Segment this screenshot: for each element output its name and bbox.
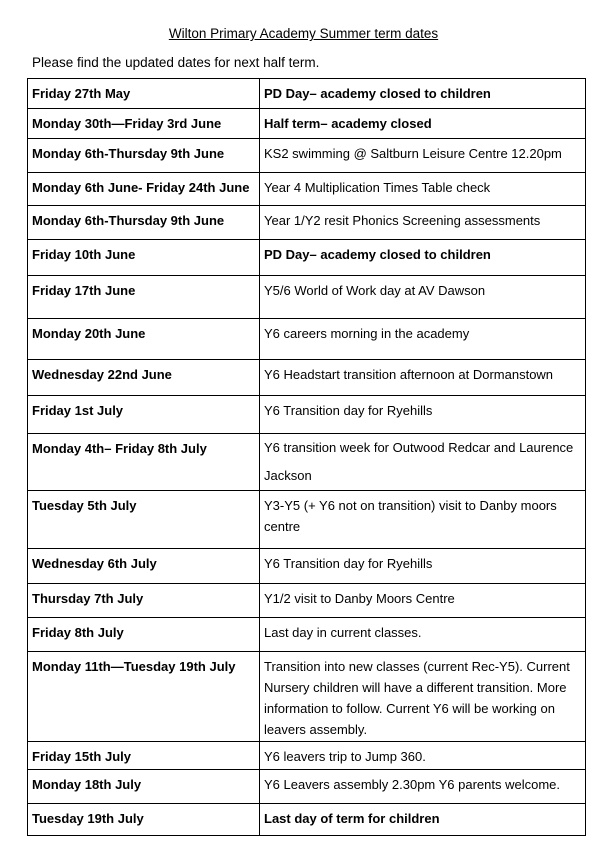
event-cell: Y6 Transition day for Ryehills bbox=[260, 396, 586, 434]
event-cell: Y6 transition week for Outwood Redcar and Laurence Jackson bbox=[260, 434, 586, 491]
table-row bbox=[28, 434, 586, 491]
event-cell: Y1/2 visit to Danby Moors Centre bbox=[260, 584, 586, 618]
event-cell: KS2 swimming @ Saltburn Leisure Centre 12.20pm bbox=[260, 139, 586, 173]
date-cell: Thursday 7th July bbox=[28, 584, 260, 618]
date-cell: Friday 15th July bbox=[28, 742, 260, 770]
table-row bbox=[28, 206, 586, 240]
event-cell: Y3-Y5 (+ Y6 not on transition) visit to Danby moors centre bbox=[260, 491, 586, 549]
date-cell: Monday 6th-Thursday 9th June bbox=[28, 206, 260, 240]
table-row bbox=[28, 584, 586, 618]
table-row bbox=[28, 770, 586, 804]
date-cell: Wednesday 22nd June bbox=[28, 360, 260, 396]
term-dates-table bbox=[27, 78, 586, 836]
date-cell: Monday 6th-Thursday 9th June bbox=[28, 139, 260, 173]
event-cell: Y6 careers morning in the academy bbox=[260, 319, 586, 360]
event-cell: Y6 Leavers assembly 2.30pm Y6 parents welcome. bbox=[260, 770, 586, 804]
event-cell: Y6 Transition day for Ryehills bbox=[260, 549, 586, 584]
table-row bbox=[28, 173, 586, 206]
table-row bbox=[28, 79, 586, 109]
table-row bbox=[28, 360, 586, 396]
table-row bbox=[28, 240, 586, 276]
table-row bbox=[28, 742, 586, 770]
date-cell: Friday 8th July bbox=[28, 618, 260, 652]
table-row bbox=[28, 319, 586, 360]
table-row bbox=[28, 804, 586, 836]
date-cell: Friday 27th May bbox=[28, 79, 260, 109]
event-cell: Y5/6 World of Work day at AV Dawson bbox=[260, 276, 586, 319]
date-cell: Monday 4th– Friday 8th July bbox=[28, 434, 260, 491]
table-row bbox=[28, 396, 586, 434]
table-row bbox=[28, 549, 586, 584]
event-cell: Y6 leavers trip to Jump 360. bbox=[260, 742, 586, 770]
event-cell: Transition into new classes (current Rec-Y5). Current Nursery children will have a different transition. More information to follow. Current Y6 will be working on leavers assembly. bbox=[260, 652, 586, 742]
date-cell: Friday 17th June bbox=[28, 276, 260, 319]
table-row bbox=[28, 618, 586, 652]
date-cell: Tuesday 19th July bbox=[28, 804, 260, 836]
event-cell: PD Day– academy closed to children bbox=[260, 79, 586, 109]
date-cell: Friday 10th June bbox=[28, 240, 260, 276]
date-cell: Monday 11th—Tuesday 19th July bbox=[28, 652, 260, 742]
table-row bbox=[28, 491, 586, 549]
date-cell: Monday 18th July bbox=[28, 770, 260, 804]
intro-text: Please find the updated dates for next half term. bbox=[32, 55, 320, 70]
event-cell: Half term– academy closed bbox=[260, 109, 586, 139]
date-cell: Monday 6th June- Friday 24th June bbox=[28, 173, 260, 206]
date-cell: Monday 20th June bbox=[28, 319, 260, 360]
table-row bbox=[28, 652, 586, 742]
date-cell: Tuesday 5th July bbox=[28, 491, 260, 549]
event-cell: PD Day– academy closed to children bbox=[260, 240, 586, 276]
event-cell: Last day of term for children bbox=[260, 804, 586, 836]
event-cell: Year 1/Y2 resit Phonics Screening assessments bbox=[260, 206, 586, 240]
table-row bbox=[28, 109, 586, 139]
event-cell: Year 4 Multiplication Times Table check bbox=[260, 173, 586, 206]
table-row bbox=[28, 139, 586, 173]
date-cell: Monday 30th—Friday 3rd June bbox=[28, 109, 260, 139]
table-row bbox=[28, 276, 586, 319]
event-cell: Last day in current classes. bbox=[260, 618, 586, 652]
date-cell: Wednesday 6th July bbox=[28, 549, 260, 584]
page-title: Wilton Primary Academy Summer term dates bbox=[168, 26, 439, 41]
event-cell: Y6 Headstart transition afternoon at Dormanstown bbox=[260, 360, 586, 396]
date-cell: Friday 1st July bbox=[28, 396, 260, 434]
